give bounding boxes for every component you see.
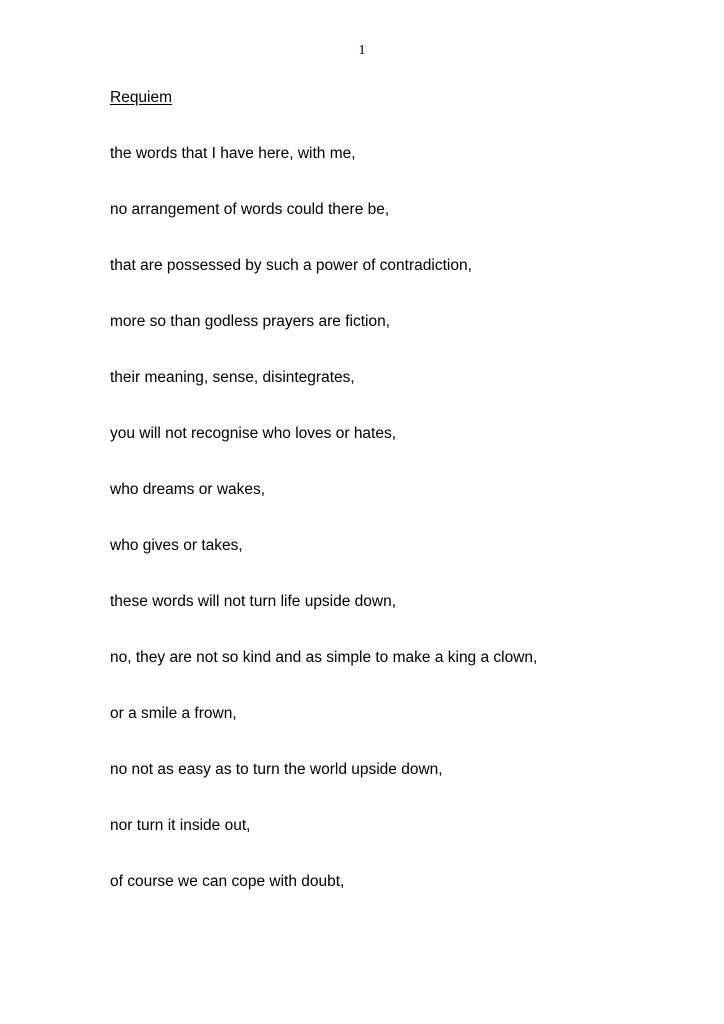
poem-line: of course we can cope with doubt, xyxy=(110,873,345,890)
poem-title: Requiem xyxy=(110,89,173,106)
poem-line: their meaning, sense, disintegrates, xyxy=(110,369,355,386)
poem-body xyxy=(110,144,537,928)
poem-line: nor turn it inside out, xyxy=(110,817,251,834)
poem-line: or a smile a frown, xyxy=(110,705,237,722)
poem-line: more so than godless prayers are fiction, xyxy=(110,313,390,330)
poem-line: no arrangement of words could there be, xyxy=(110,201,390,218)
poem-line: you will not recognise who loves or hates, xyxy=(110,425,397,442)
poem-line: these words will not turn life upside down, xyxy=(110,593,397,610)
poem-line: the words that I have here, with me, xyxy=(110,145,356,162)
poem-line: that are possessed by such a power of contradiction, xyxy=(110,257,472,274)
poem-line: no, they are not so kind and as simple to make a king a clown, xyxy=(110,649,538,666)
poem-line: who dreams or wakes, xyxy=(110,481,266,498)
poem-line: who gives or takes, xyxy=(110,537,243,554)
page-number: 1 xyxy=(358,43,366,58)
poem-line: no not as easy as to turn the world upside down, xyxy=(110,761,443,778)
